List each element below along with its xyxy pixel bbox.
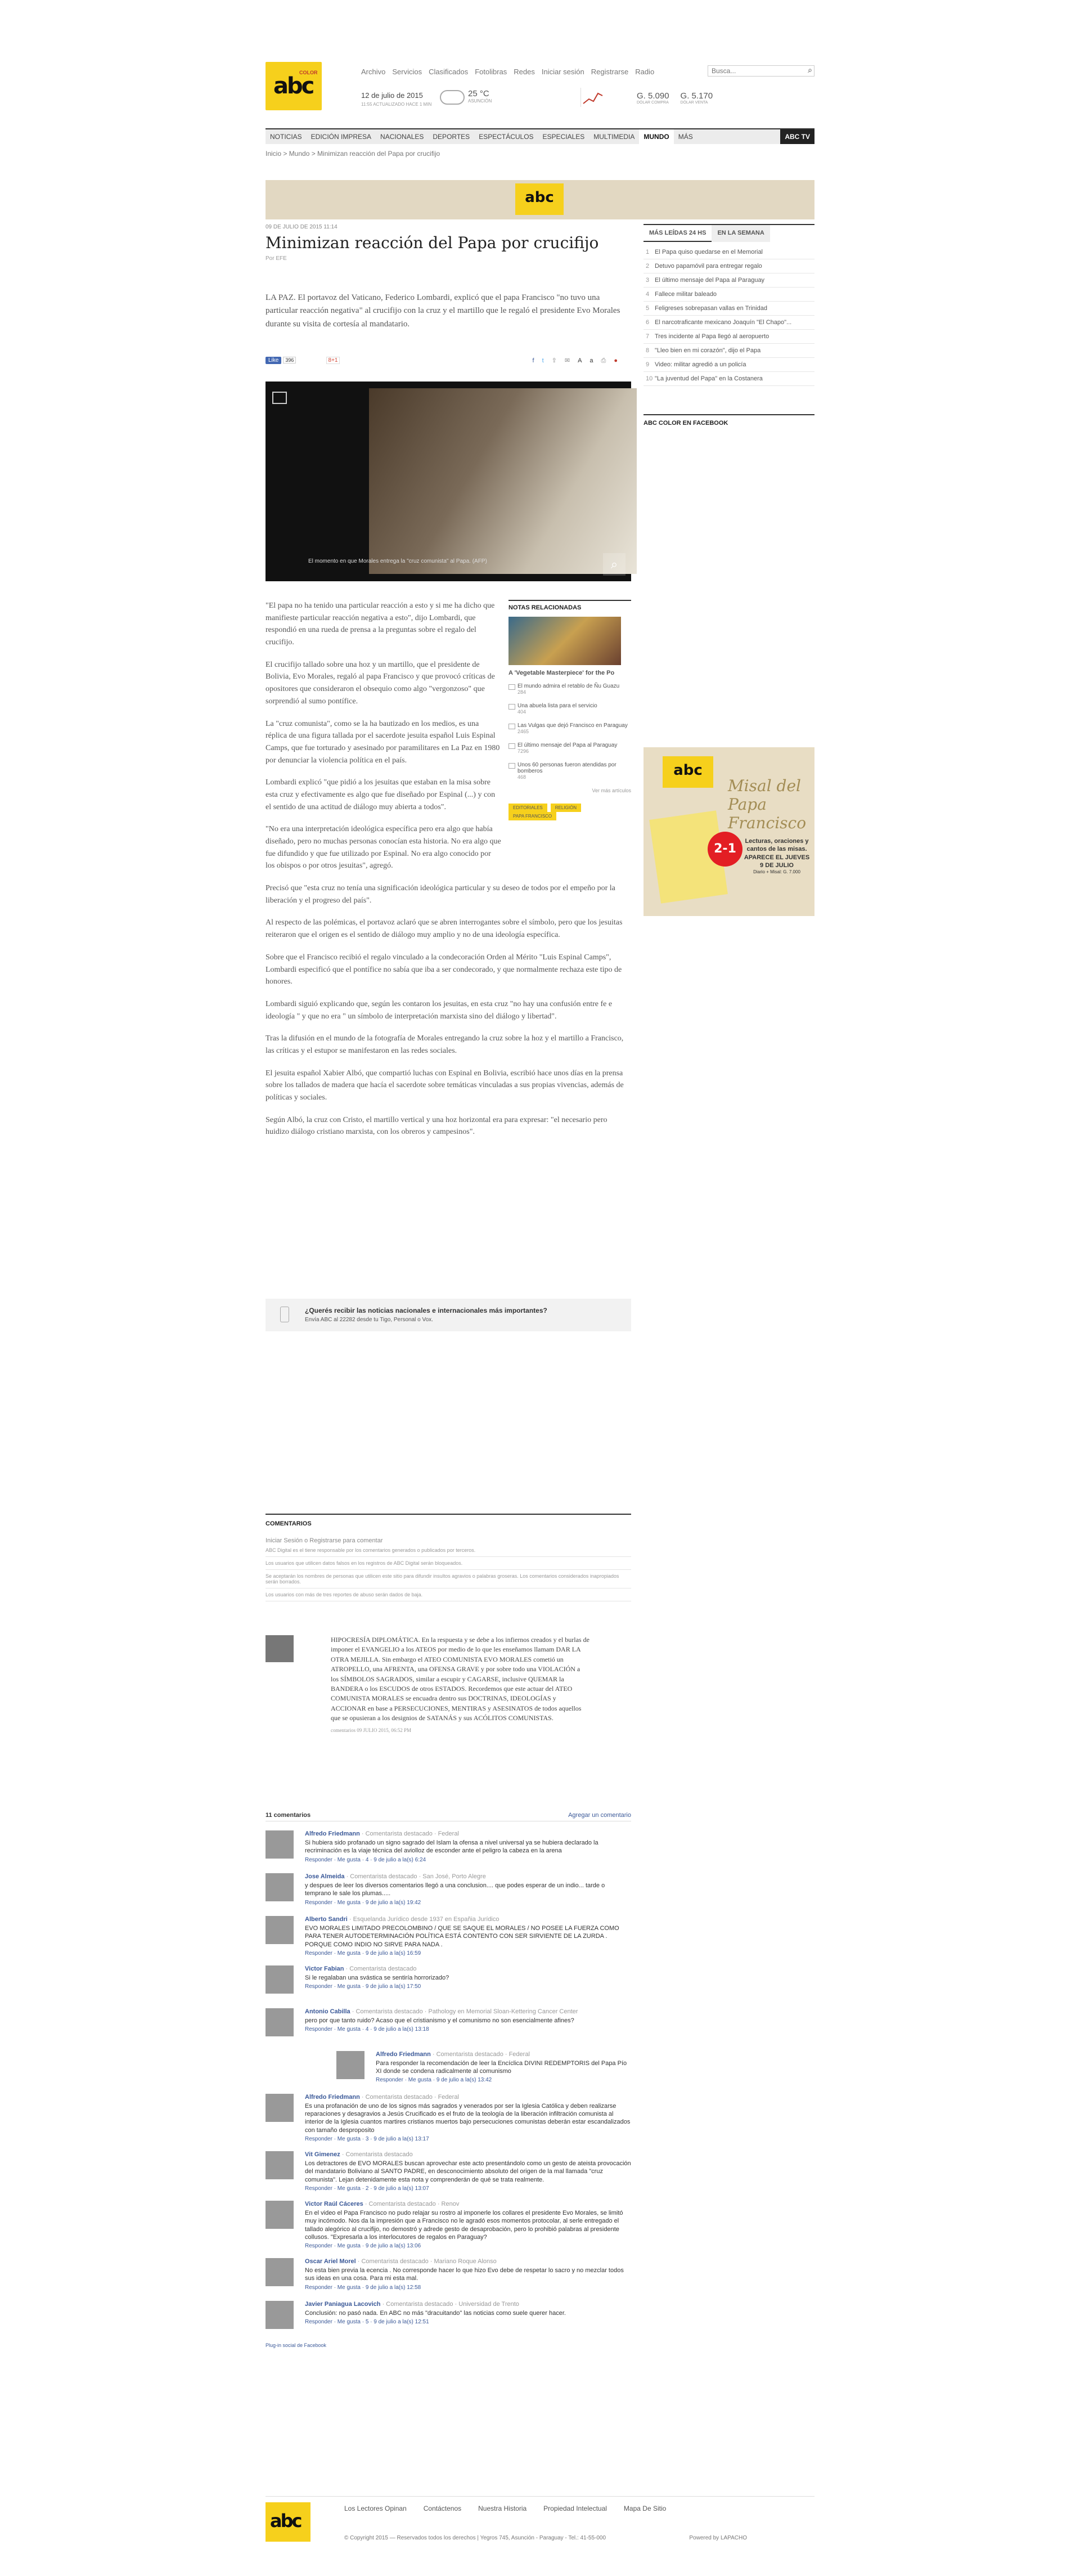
- tag[interactable]: RELIGIÓN: [551, 804, 581, 812]
- article-paragraph: El jesuita español Xabier Albó, que compartió luchas con Espinal en Bolivia, escribió hace unos días en la prensa sobre los tallados de madera que hacía el sacerdote sobre temáticas vinculadas a sus propias vivencias, además de políticas y sociales.: [266, 1069, 624, 1102]
- fb-comment: [266, 2008, 631, 2042]
- list-item[interactable]: 9 Video: militar agredió a un policía: [644, 358, 814, 372]
- comment-footer: comentarios 09 JULIO 2015, 06:52 PM: [331, 1727, 411, 1733]
- facebook-box-heading[interactable]: ABC COLOR EN FACEBOOK: [644, 414, 814, 427]
- article-paragraph: Lombardi siguió explicando que, según les contaron los jesuitas, en esta cruz "no hay una confusión entre fe e ideología " y que no era " un símbolo de interpretación marxista sino del diálogo y libertad".: [266, 999, 613, 1021]
- comment-text: Los detractores de EVO MORALES buscan aprovechar este acto presentándolo como un gesto de ateista provocación del mandatario Boliviano al SANTO PADRE, en desconocimiento absoluto del origen de la mal llamada "cruz comunista". Lejan detenidamente esta nota y comprenderán de qué se trata realmente.: [305, 2160, 631, 2183]
- comment-author-meta: · Comentarista destacado · San José, Porto Alegre: [346, 1873, 486, 1880]
- footer-link[interactable]: Nuestra Historia: [478, 2505, 527, 2512]
- comments-rule: Se aceptarán los nombres de personas que utilicen este sitio para difundir insultos agravios o palabras groseras. Los comentarios considerados inapropiados serán borrados.: [266, 1570, 631, 1588]
- footer-link[interactable]: Mapa De Sitio: [623, 2505, 667, 2512]
- related-item-views: 284: [518, 689, 526, 695]
- side-ad-misal[interactable]: [644, 747, 814, 916]
- callout-title: ¿Querés recibir las noticias nacionales e internacionales más importantes?: [305, 1307, 547, 1314]
- comment-author-meta: · Comentarista destacado · Mariano Roque Alonso: [357, 2258, 497, 2265]
- fb-comment: [266, 2094, 631, 2142]
- sms-callout: [266, 1299, 631, 1331]
- related-item-views: 7296: [518, 748, 529, 754]
- article-paragraph: Lombardi explicó "que pidió a los jesuitas que estaban en la misa sobre esta cruz y efectivamente es algo que fue diseñado por Espinal (...) y con el sentido de una actitud de diálogo muy abierta a todos".: [266, 778, 496, 811]
- comment-actions[interactable]: Responder · Me gusta · 3 · 9 de julio a la(s) 13:17: [305, 2136, 429, 2143]
- logo-sub: COLOR: [299, 70, 318, 75]
- comment-author[interactable]: Alfredo Friedmann: [376, 2050, 431, 2058]
- site-logo[interactable]: [266, 62, 322, 110]
- nav-edicion-impresa[interactable]: EDICIÓN IMPRESA: [310, 133, 372, 141]
- print-icon[interactable]: ⎙: [601, 357, 614, 364]
- avatar[interactable]: [266, 1873, 294, 1901]
- comment-icon[interactable]: ●: [614, 357, 626, 364]
- avatar[interactable]: [336, 2051, 364, 2079]
- comment-author-meta: · Comentarista destacado · Federal: [432, 2050, 530, 2058]
- weather-temp: 25 °C: [468, 89, 489, 98]
- featured-comment-text: [331, 1635, 590, 1734]
- article-paragraph: "El papa no ha tenido una particular reacción a esto y si me ha dicho que manifieste particular reacción negativa a esto", dijo Lombardi, que respondió en una rueda de prensa a la preguntas sobre el regalo del crucifijo.: [266, 602, 495, 647]
- fb-comment: [266, 1830, 631, 1864]
- footer-links: [344, 2505, 666, 2512]
- weather-place: ASUNCIÓN: [468, 98, 492, 104]
- footer-logo-text: abc: [270, 2510, 301, 2532]
- rate-buy: [637, 91, 669, 105]
- fb-comment: [266, 1965, 631, 1999]
- article-paragraph: "No era una interpretación ideológica específica pero era algo que había diseñado, pero no muchas personas conocían esta historia. No era algo que fue difundido y que fue utilizado por Espinal. No era algo conocido por los obispos o por otros jesuitas", agregó.: [266, 825, 501, 870]
- related-item[interactable]: [508, 683, 631, 695]
- top-link-radio[interactable]: Radio: [635, 68, 655, 76]
- tab-semana[interactable]: EN LA SEMANA: [712, 225, 770, 242]
- date-updated: 11:55 ACTUALIZADO HACE 1 MIN: [361, 102, 432, 107]
- comment-author-meta: · Comentarista destacado · Pathology en Memorial Sloan-Kettering Cancer Center: [352, 2008, 578, 2015]
- related-item-title[interactable]: El último mensaje del Papa al Paraguay: [518, 742, 618, 748]
- list-item[interactable]: 7 Tres incidente al Papa llegó al aeropuerto: [644, 330, 814, 344]
- list-item[interactable]: 4 Fallece militar baleado: [644, 288, 814, 302]
- article-title: Minimizan reacción del Papa por crucifijo: [266, 234, 599, 252]
- related-item-views: 468: [518, 774, 526, 780]
- comment-text: Es una profanación de uno de los signos más sagrados y venerados por ser la Iglesia Católica y deben realizarse reparaciones y desagravios a Jesús Crucificado es el fruto de la teología de la liberación infiltración comunista al interior de la Iglesia cuantos martires cristianos muertos bajo persecuciones comunistas deberán estar escandalizados con tamaño desproposito: [305, 2102, 631, 2134]
- related-item[interactable]: [508, 703, 631, 715]
- font-size-icon[interactable]: Aa: [578, 357, 601, 364]
- comment-author[interactable]: Victor Fabian: [305, 1965, 344, 1972]
- comments-rule: ABC Digital es el tiene responsable por los comentarios generados o publicados por terceros.: [266, 1544, 631, 1557]
- footer-copyright: © Copyright 2015 — Reservados todos los derechos | Yegros 745, Asunción - Paraguay - Tel.: 41-55-000: [344, 2535, 606, 2541]
- top-link-servicios[interactable]: Servicios: [392, 68, 422, 76]
- top-links: [361, 68, 654, 76]
- comment-text: EVO MORALES LIMITADO PRECOLOMBINO / QUE SE SAQUE EL MORALES / NO POSEE LA FUERZA COMO PARA TENER AUTODETERMINACIÓN POLÍTICA ESTÁ CONTENTO CON SER SIRVIENTE DE LA ZURDA . PORQUE COMO INDIO NO SIRVE PARA NADA .: [305, 1925, 619, 1948]
- ad-logo: abc: [515, 183, 564, 215]
- comment-text: No esta bien previa la ecencia . No corresponde hacer lo que hizo Evo debe de respetar lo sacro y no mezclar todos sus ideas en una cosa. Para mi esta mal.: [305, 2267, 624, 2282]
- comment-author[interactable]: Jose Almeida: [305, 1873, 345, 1880]
- related-notes: [508, 600, 631, 820]
- gallery-icon[interactable]: [272, 392, 287, 404]
- avatar[interactable]: [266, 1916, 294, 1944]
- comment-text: Para responder la recomendación de leer la Encíclica DIVINI REDEMPTORIS del Papa Pío XI donde se condena radicalmente al comunismo: [376, 2059, 627, 2075]
- comments-heading: COMENTARIOS: [266, 1514, 631, 1527]
- footer-link[interactable]: Contáctenos: [423, 2505, 462, 2512]
- comment-actions[interactable]: Responder · Me gusta · 9 de julio a la(s) 17:50: [305, 1983, 421, 1990]
- avatar[interactable]: [266, 2301, 294, 2329]
- rate-sell: [681, 91, 713, 105]
- list-item[interactable]: 1 El Papa quiso quedarse en el Memorial: [644, 245, 814, 259]
- comment-actions[interactable]: Responder · Me gusta · 9 de julio a la(s) 12:58: [305, 2284, 421, 2291]
- add-comment-link[interactable]: Agregar un comentario: [568, 1812, 631, 1819]
- article-lead: LA PAZ. El portavoz del Vaticano, Federico Lombardi, explicó que el papa Francisco "no tuvo una particular reacción negativa" al crucifijo con la cruz y el martillo que le regaló el presidente Evo Morales durante su visita de cortesía al mandatario.: [266, 293, 620, 329]
- fb-comment: [266, 1916, 631, 1956]
- facebook-comments: [266, 1812, 631, 2348]
- comment-author[interactable]: Victor Raúl Cáceres: [305, 2200, 363, 2207]
- fb-comment: [266, 2151, 631, 2192]
- comment-author[interactable]: Antonio Cabilla: [305, 2008, 350, 2015]
- fb-like-button[interactable]: Like: [266, 357, 281, 364]
- comments-section: [266, 1514, 631, 1733]
- related-item-views: 2465: [518, 729, 529, 734]
- fb-comment: [266, 2201, 631, 2249]
- nav-abc-tv[interactable]: ABC TV: [780, 129, 814, 144]
- nav-especiales[interactable]: ESPECIALES: [542, 133, 585, 141]
- nav-multimedia[interactable]: MULTIMEDIA: [593, 133, 635, 141]
- breadcrumb[interactable]: Inicio > Mundo > Minimizan reacción del Papa por crucifijo: [266, 150, 440, 158]
- comment-author[interactable]: Alberto Sandri: [305, 1916, 348, 1923]
- top-link-archivo[interactable]: Archivo: [361, 68, 386, 76]
- comment-author-meta: · Comentarista destacado · Universidad de Trento: [382, 2301, 519, 2308]
- ad-price: Diario + Misal: G. 7.000: [753, 869, 800, 875]
- comment-text: Si le regalaban una svástica se sentiría horrorizado?: [305, 1974, 449, 1981]
- comment-author[interactable]: Vit Gimenez: [305, 2151, 340, 2158]
- date-block: [361, 91, 431, 107]
- fb-comment: [266, 2301, 631, 2335]
- comment-text: Conclusión: no pasó nada. En ABC no más "dracuitando" las noticias como suele querer hacer.: [305, 2310, 566, 2317]
- comment-author[interactable]: Javier Paniagua Lacovich: [305, 2301, 381, 2308]
- article-byline: Por EFE: [266, 255, 287, 262]
- related-more-link[interactable]: Ver más artículos: [592, 788, 631, 793]
- tag[interactable]: EDITORIALES: [508, 804, 547, 812]
- top-link-login[interactable]: Iniciar sesión: [541, 68, 584, 76]
- article-paragraph: Sobre que el Francisco recibió el regalo vinculado a la condecoración Orden al Mérito "Luis Espinal Camps", Lombardi especificó que el pontífice no sabía que iba a ser condecorado, y que normalmente rechaza este tipo de honores.: [266, 953, 622, 986]
- article: [266, 224, 631, 1323]
- rate-buy-value: G. 5.090: [637, 91, 669, 101]
- photo-caption: El momento en que Morales entrega la "cruz comunista" al Papa. (AFP): [308, 558, 487, 564]
- related-item[interactable]: [508, 762, 631, 780]
- related-item[interactable]: [508, 742, 631, 754]
- footer: [266, 2496, 814, 2547]
- share-icons: [533, 357, 626, 365]
- article-paragraph: La "cruz comunista", como se la ha bautizado en los medios, es una réplica de una figura tallada por el sacerdote jesuita español Luis Espinal Camps, que fue torturado y asesinado por paramilitares en La Paz en 1980 por denunciar la violencia política en el país.: [266, 719, 500, 765]
- share-icon[interactable]: ⇪: [551, 357, 565, 364]
- fb-like-count: 396: [283, 357, 296, 363]
- comments-rule: Los usuarios con más de tres reportes de abuso serán dados de baja.: [266, 1588, 631, 1601]
- avatar[interactable]: [266, 2258, 294, 2286]
- rate-buy-label: DÓLAR COMPRA: [637, 101, 669, 105]
- comment-author-meta: · Comentarista destacado: [345, 1965, 417, 1972]
- twitter-icon[interactable]: t: [542, 357, 552, 364]
- list-item[interactable]: 6 El narcotraficante mexicano Joaquín "El Chapo"...: [644, 316, 814, 330]
- fb-comment: [266, 1873, 631, 1907]
- photo-image: [369, 388, 637, 574]
- top-link-redes[interactable]: Redes: [514, 68, 535, 76]
- related-item-title[interactable]: El mundo admira el retablo de Ñu Guazu: [518, 683, 620, 689]
- weather: [468, 89, 492, 104]
- avatar[interactable]: [266, 2094, 294, 2122]
- comment-author[interactable]: Alfredo Friedmann: [305, 1830, 360, 1837]
- list-item[interactable]: 5 Feligreses sobrepasan vallas en Trinidad: [644, 302, 814, 316]
- nav-noticias[interactable]: NOTICIAS: [270, 133, 302, 141]
- comment-text: En el video el Papa Francisco no pudo relajar su rostro al imponerle los collares el presidente Evo Morales, se limitó muy incómodo. Nos da la impresión que a Francisco no le agradó esos momentos protocolar, al serle entregado el tallado alegórico al crucifijo, no demostró y adrede gesto de desaprobación, pero lo prohibió palabras al presidente collusos. "Expresarla a los interlocutores de regalos en Paraguay?: [305, 2209, 623, 2241]
- most-read-tabs: [644, 224, 814, 242]
- list-item[interactable]: 2 Detuvo papamóvil para entregar regalo: [644, 259, 814, 273]
- comment-actions[interactable]: Responder · Me gusta · 4 · 9 de julio a la(s) 6:24: [305, 1856, 426, 1863]
- rate-chart-icon: [580, 88, 604, 107]
- ad-copy: Lecturas, oraciones y cantos de las misas. APARECE EL JUEVES 9 DE JULIO: [744, 838, 810, 869]
- ad-title: Misal del Papa Francisco: [728, 777, 807, 832]
- related-tags: [508, 804, 631, 820]
- related-item-title[interactable]: Unos 60 personas fueron atendidas por bomberos: [518, 762, 616, 774]
- comment-actions[interactable]: Responder · Me gusta · 9 de julio a la(s) 13:42: [376, 2077, 492, 2084]
- top-link-register[interactable]: Registrarse: [591, 68, 629, 76]
- search-input[interactable]: [708, 65, 814, 77]
- comment-author[interactable]: Alfredo Friedmann: [305, 2093, 360, 2101]
- comment-actions[interactable]: Responder · Me gusta · 9 de julio a la(s) 13:06: [305, 2243, 421, 2250]
- related-item-title[interactable]: Una abuela lista para el servicio: [518, 703, 597, 709]
- footer-link[interactable]: Propiedad Intelectual: [543, 2505, 607, 2512]
- comment-author-meta: · Comentarista destacado · Renov: [364, 2200, 460, 2207]
- article-date: 09 DE JULIO DE 2015 11:14: [266, 224, 338, 230]
- related-item[interactable]: [508, 722, 631, 734]
- avatar: [266, 1635, 294, 1662]
- most-read-list: [644, 245, 814, 386]
- rate-sell-value: G. 5.170: [680, 91, 713, 101]
- tag[interactable]: PAPA FRANCISCO: [508, 812, 556, 820]
- footer-logo[interactable]: [266, 2502, 310, 2542]
- cloud-icon: [440, 90, 465, 105]
- header: [266, 62, 814, 113]
- related-item-views: 404: [518, 709, 526, 715]
- comment-text: y despues de leer los diversos comentarios llegó a una conclusion.... que podes esperar de un indio... tarde o temprano le sale los plumas.....: [305, 1882, 605, 1897]
- gplus-button[interactable]: 8+1: [326, 357, 340, 364]
- comment-text: pero por que tanto ruido? Acaso que el cristianismo y el comunismo no son esencialmente afines?: [305, 2017, 574, 2024]
- article-paragraph: Según Albó, la cruz con Cristo, el martillo vertical y una hoz horizontal era para expresar: "el necesario pero huidizo diálogo cristiano marxista, con los obreros y campesinos".: [266, 1115, 608, 1137]
- comment-actions[interactable]: Responder · Me gusta · 4 · 9 de julio a la(s) 13:18: [305, 2026, 429, 2033]
- avatar[interactable]: [266, 2201, 294, 2229]
- related-heading: NOTAS RELACIONADAS: [508, 600, 631, 611]
- comments-rule: Los usuarios que utilicen datos falsos en los registros de ABC Digital serán bloqueados.: [266, 1557, 631, 1570]
- comment-actions[interactable]: Responder · Me gusta · 5 · 9 de julio a la(s) 12:51: [305, 2319, 429, 2326]
- fb-comment: [266, 2258, 631, 2292]
- callout-text: Envía ABC al 22282 desde tu Tigo, Personal o Vox.: [305, 1317, 433, 1323]
- date: 12 de julio de 2015: [361, 91, 423, 100]
- article-paragraph: Tras la difusión en el mundo de la fotografía de Morales entregando la cruz sobre la hoz y el martillo a Francisco, las críticas y el estupor se manifestaron en las redes sociales.: [266, 1034, 624, 1055]
- top-ad-banner[interactable]: [266, 180, 814, 219]
- comment-actions[interactable]: Responder · Me gusta · 9 de julio a la(s) 19:42: [305, 1899, 421, 1906]
- tab-24hs[interactable]: MÁS LEÍDAS 24 HS: [644, 225, 712, 242]
- sidebar: [644, 224, 814, 875]
- comment-actions[interactable]: Responder · Me gusta · 2 · 9 de julio a la(s) 13:07: [305, 2185, 429, 2192]
- footer-powered-by[interactable]: Powered by LAPACHO: [689, 2535, 747, 2541]
- related-thumb-caption[interactable]: A 'Vegetable Masterpiece' for the Po: [508, 670, 615, 676]
- main-nav: [266, 128, 814, 144]
- nav-deportes[interactable]: DEPORTES: [433, 133, 470, 141]
- nav-espectaculos[interactable]: ESPECTÁCULOS: [479, 133, 534, 141]
- top-link-fotolibras[interactable]: Fotolibras: [475, 68, 507, 76]
- comment-author-meta: · Esquelanda Jurídico desde 1937 en Españia Jurídico: [349, 1916, 500, 1923]
- comment-author[interactable]: Oscar Ariel Morel: [305, 2258, 356, 2265]
- email-icon[interactable]: ✉: [564, 357, 578, 364]
- footer-link[interactable]: Los Lectores Opinan: [344, 2505, 407, 2512]
- facebook-icon[interactable]: f: [532, 357, 542, 364]
- list-item[interactable]: 10 "La juventud del Papa" en la Costanera: [644, 372, 814, 386]
- search-icon[interactable]: ⌕: [808, 65, 812, 74]
- ad-text: [744, 837, 810, 876]
- zoom-icon[interactable]: ⌕: [603, 553, 626, 576]
- comment-author-meta: · Comentarista destacado · Federal: [361, 1830, 459, 1837]
- fb-comment-reply: [336, 2051, 631, 2085]
- nav-mas[interactable]: MÁS: [678, 133, 693, 141]
- article-photo[interactable]: [266, 382, 631, 581]
- logo-text: abc: [273, 73, 313, 99]
- list-item[interactable]: 3 El último mensaje del Papa al Paraguay: [644, 273, 814, 288]
- avatar[interactable]: [266, 1965, 294, 1994]
- comment-body: HIPOCRESÍA DIPLOMÁTICA. En la respuesta y se debe a los infiernos creados y el burlas de imponer el EVANGELIO a los ATEOS por medio de lo que les enseñamos llamam DAR LA OTRA MEJILLA. Sin embargo el ATEO COMUNISTA EVO MORALES cometió un ATROPELLO, una AFRENTA, una OFENSA GRAVE y por sobre todo una VIOLACIÓN a los SÍMBOLOS SAGRADOS, similar a escupir y CAGARSE, inclusive QUEMAR la BANDERA o los ESCUDOS de otros ESTADOS. Recordemos que este actuar del ATEO COMUNISTA MORALES se encuadra dentro sus DOCTRINAS, IDEOLOGÍAS y ACCIONAR en base a PERSECUCIONES, MENTIRAS y ASESINATOS de todos aquellos que se opusieran a los designios de SATANÁS y sus ACÓLITOS COMUNISTAS.: [331, 1636, 590, 1722]
- top-link-clasificados[interactable]: Clasificados: [429, 68, 469, 76]
- article-paragraph: Precisó que "esta cruz no tenía una significación ideológica particular y su deseo de todos por el empeño por la liberación y el progreso del país".: [266, 884, 615, 905]
- comments-login-link[interactable]: Iniciar Sesión o Registrarse para comentar: [266, 1537, 383, 1544]
- article-paragraph: Al respecto de las polémicas, el portavoz aclaró que se abren interrogantes sobre el símbolo, pero que los jesuitas reiteraron que el origen es el sentido de diálogo muy amplio y no de una ideología específica.: [266, 918, 623, 940]
- fb-comments-count: 11 comentarios: [266, 1812, 311, 1819]
- rate-trend-icon: [581, 88, 604, 107]
- comment-text: Si hubiera sido profanado un signo sagrado del Islam la ofensa a nivel universal ya se hubiera declarado la recriminación es la viaje técnica del aviolloz de esconder ante el peligro la cabeza en la arena: [305, 1839, 598, 1855]
- article-paragraph: El crucifijo tallado sobre una hoz y un martillo, que el presidente de Bolivia, Evo Morales, regaló al papa Francisco y que provocó críticas de opositores que consideraron el obsequio como algo "vergonzoso" que sorprendió al sumo pontífice.: [266, 660, 495, 706]
- avatar[interactable]: [266, 1830, 294, 1859]
- comment-author-meta: · Comentarista destacado: [341, 2151, 413, 2158]
- nav-nacionales[interactable]: NACIONALES: [380, 133, 424, 141]
- avatar[interactable]: [266, 2151, 294, 2179]
- rate-sell-label: DÓLAR VENTA: [680, 101, 708, 105]
- related-thumbnail[interactable]: [508, 617, 621, 665]
- avatar[interactable]: [266, 2008, 294, 2036]
- fb-plugin-link[interactable]: Plug-in social de Facebook: [266, 2342, 327, 2349]
- share-bar: [266, 357, 631, 367]
- related-item-title[interactable]: Las Vulgas que dejó Francisco en Paraguay: [518, 722, 628, 729]
- comment-actions[interactable]: Responder · Me gusta · 9 de julio a la(s) 16:59: [305, 1950, 421, 1956]
- ad-badge: 2-1: [708, 832, 742, 867]
- list-item[interactable]: 8 "Lleo bien en mi corazón", dijo el Papa: [644, 344, 814, 358]
- nav-mundo[interactable]: MUNDO: [639, 129, 673, 144]
- exchange-rates: [637, 91, 713, 105]
- fb-comments-header: [266, 1812, 631, 1821]
- phone-icon: [280, 1307, 289, 1322]
- comment-author-meta: · Comentarista destacado · Federal: [361, 2093, 459, 2101]
- ad-logo: abc: [663, 756, 713, 788]
